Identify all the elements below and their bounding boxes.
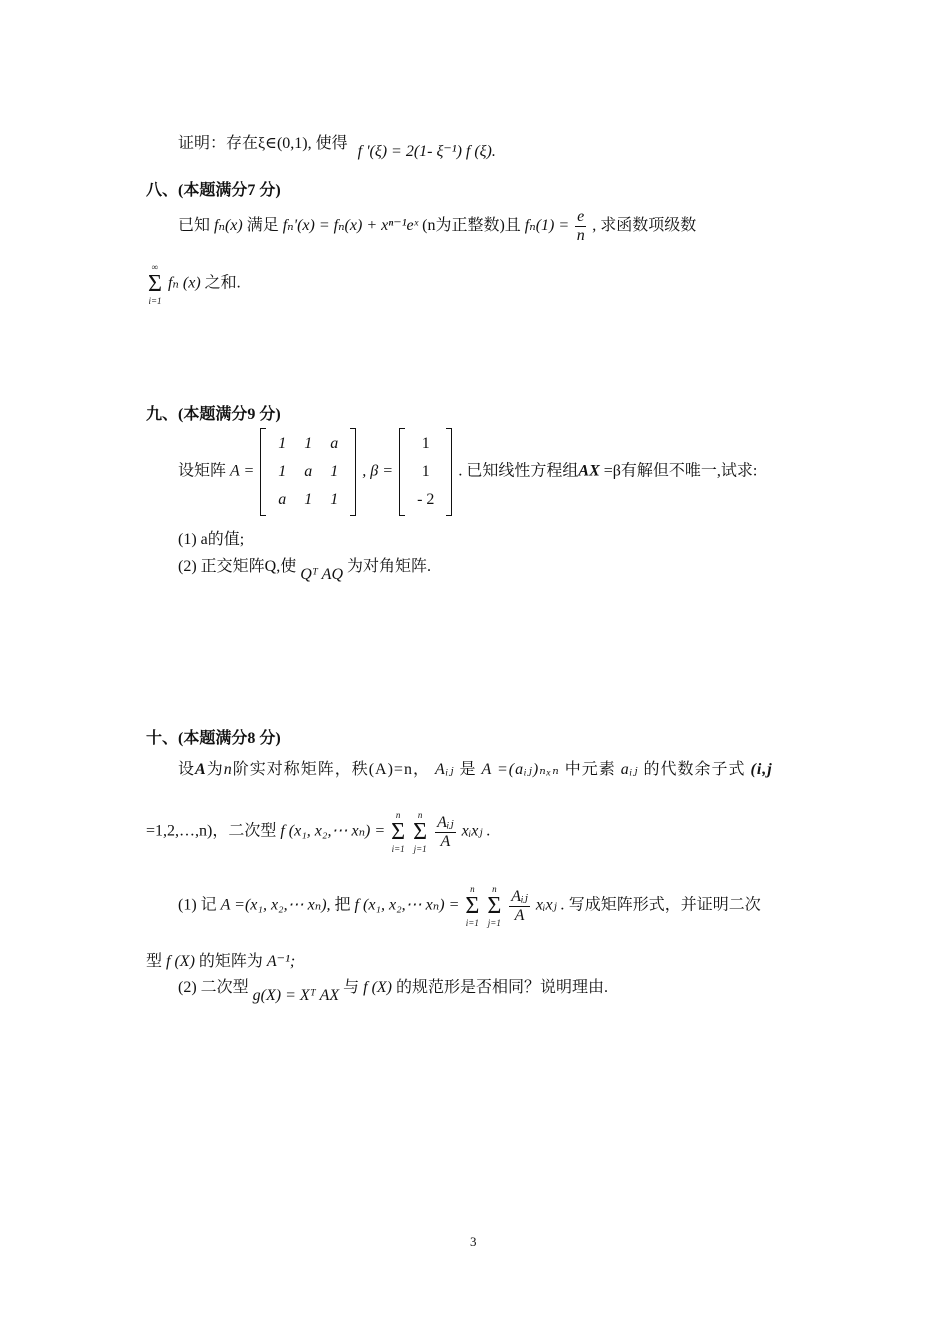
q10-p1-sum-i: [465, 884, 479, 928]
matrix-cell: 1: [304, 435, 313, 452]
q8-tail: , 求函数项级数: [592, 217, 697, 235]
q10-l1-c: 阶实对称矩阵，秩(A)=n，: [232, 761, 430, 778]
sigma-symbol: Σ: [413, 819, 428, 845]
q10-p1-d: 型: [146, 953, 163, 970]
q10-l1-n: n: [223, 761, 233, 778]
q10-l2-term: xᵢxⱼ .: [461, 822, 491, 840]
q8-line2: [146, 262, 241, 306]
q9-part2: [178, 553, 432, 583]
q10-part2: [178, 974, 609, 1004]
q9-heading: 九、(本题满分9 分): [146, 406, 281, 423]
frac-num: Aᵢⱼ: [511, 887, 528, 905]
q8-satisfies: 满足: [246, 217, 279, 235]
q9-part1: (1) a的值;: [178, 531, 245, 548]
q10-p1-term: xᵢxⱼ .: [535, 896, 565, 914]
page-number: 3: [470, 1234, 477, 1249]
q7-proof-text: 证明：存在ξ∈(0,1), 使得: [178, 135, 348, 152]
q10-p1-f: f (x₁, x₂,⋯ xₙ) =: [354, 896, 460, 914]
sum-bot: j=1: [487, 918, 501, 928]
q8-sum: [148, 262, 162, 306]
q10-p1-fX: f (X): [166, 953, 195, 970]
q10-l1-f: 的代数余子式: [643, 761, 746, 778]
frac-den: A: [440, 832, 451, 850]
q8-sum-top: ∞: [151, 262, 159, 272]
q10-p1-e: 的矩阵为: [198, 953, 263, 970]
q9-A-label: A =: [230, 462, 255, 480]
q10-l1-b: 为: [206, 761, 224, 778]
q10-l1-Aij: Aᵢⱼ: [434, 761, 455, 778]
q10-l2-a: =1,2,…,n)，二次型: [146, 822, 277, 840]
sum-top: n: [492, 884, 497, 894]
sigma-symbol: Σ: [487, 893, 502, 919]
q10-p1-a: (1) 记: [178, 896, 217, 914]
q8-fn: fₙ(x): [214, 217, 243, 235]
q10-line1: [178, 756, 773, 779]
q8-n-positive: (n为正整数)且: [422, 217, 521, 235]
q10-p1-sum-j: [487, 884, 501, 928]
q9-part2-a: (2) 正交矩阵Q,使: [178, 558, 297, 575]
q10-l2-f: f (x₁, x₂,⋯ xₙ) =: [280, 822, 386, 840]
q7-proof-line: [178, 130, 496, 160]
q8-heading: 八、(本题满分7 分): [146, 182, 281, 199]
q10-l1-A: A: [195, 761, 207, 778]
matrix-cell: 1: [278, 463, 287, 480]
vector-cell: - 2: [417, 491, 435, 508]
sum-top: n: [417, 810, 423, 820]
q8-sum-term: fₙ (x): [167, 274, 201, 292]
q9-beta-label: , β =: [362, 462, 394, 480]
vector-cell: 1: [421, 435, 430, 452]
q9-part2-formula: Qᵀ AQ: [300, 566, 343, 583]
q10-p2-g: g(X) = Xᵀ AX: [252, 987, 340, 1004]
sum-top: n: [395, 810, 401, 820]
q10-l1-a: 设: [178, 761, 196, 778]
q10-l1-e: 中元素: [564, 761, 616, 778]
q10-l1-Aeq: A =(aᵢⱼ)ₙₓₙ: [481, 761, 560, 778]
q10-line2: [146, 810, 491, 854]
q8-known: 已知: [178, 217, 211, 235]
q8-frac-den: n: [576, 227, 585, 244]
sigma-symbol: Σ: [148, 271, 162, 297]
sigma-symbol: Σ: [391, 819, 406, 845]
q9-line1: [178, 428, 757, 516]
q9-intro: 设矩阵: [178, 462, 227, 480]
q10-sum-j: [413, 810, 427, 854]
q10-l1-ij: (i,j: [750, 761, 773, 778]
q10-p1-b: 把: [334, 896, 351, 914]
q8-fraction: [575, 208, 586, 245]
sum-bot: i=1: [391, 844, 405, 854]
q9-part2-b: 为对角矩阵.: [347, 558, 432, 575]
vector-cell: 1: [421, 463, 430, 480]
q9-tail2: =β有解但不唯一,试求:: [599, 462, 758, 480]
sigma-symbol: Σ: [465, 893, 480, 919]
q10-p2-a: (2) 二次型: [178, 979, 249, 996]
q7-formula: f '(ξ) = 2(1- ξ⁻¹) f (ξ).: [357, 143, 496, 160]
q10-p1-A: A =(x₁, x₂,⋯ xₙ),: [220, 896, 331, 914]
q8-sum-tail: 之和.: [204, 274, 241, 292]
q9-tail: . 已知线性方程组: [458, 462, 579, 480]
q10-fraction: [435, 814, 456, 851]
q10-p2-b: 与: [343, 979, 360, 996]
frac-num: Aᵢⱼ: [437, 813, 454, 831]
q8-equation: fₙ'(x) = fₙ(x) + xⁿ⁻¹eˣ: [282, 217, 419, 235]
matrix-cell: 1: [304, 491, 313, 508]
q8-line1: [178, 208, 696, 245]
q10-p2-fX: f (X): [363, 979, 392, 996]
q10-p1-Ainv: A⁻¹;: [266, 953, 296, 970]
matrix-cell: 1: [330, 463, 339, 480]
q10-p1-fraction: [509, 888, 530, 925]
q10-sum-i: [391, 810, 405, 854]
q8-fn1: fₙ(1) =: [524, 217, 570, 235]
matrix-cell: 1: [278, 435, 287, 452]
q10-l1-d: 是: [459, 761, 477, 778]
sum-bot: i=1: [465, 918, 479, 928]
q9-beta-vector: [399, 428, 452, 516]
q10-p2-c: 的规范形是否相同？说明理由.: [396, 979, 609, 996]
q10-part1-line1: [178, 884, 761, 928]
sum-bot: j=1: [413, 844, 427, 854]
matrix-cell: a: [330, 435, 339, 452]
matrix-cell: a: [278, 491, 287, 508]
q8-frac-num: e: [577, 208, 585, 225]
q9-matrix-A: [260, 428, 356, 516]
q10-part1-line2: [146, 948, 295, 971]
q10-heading: 十、(本题满分8 分): [146, 730, 281, 747]
sum-top: n: [470, 884, 475, 894]
q8-sum-bot: i=1: [148, 296, 162, 306]
q10-p1-c: 写成矩阵形式，并证明二次: [568, 896, 761, 914]
q9-AX: AX: [578, 462, 600, 480]
matrix-cell: 1: [330, 491, 339, 508]
frac-den: A: [514, 906, 525, 924]
matrix-cell: a: [304, 463, 313, 480]
q10-l1-aij: aᵢⱼ: [620, 761, 639, 778]
